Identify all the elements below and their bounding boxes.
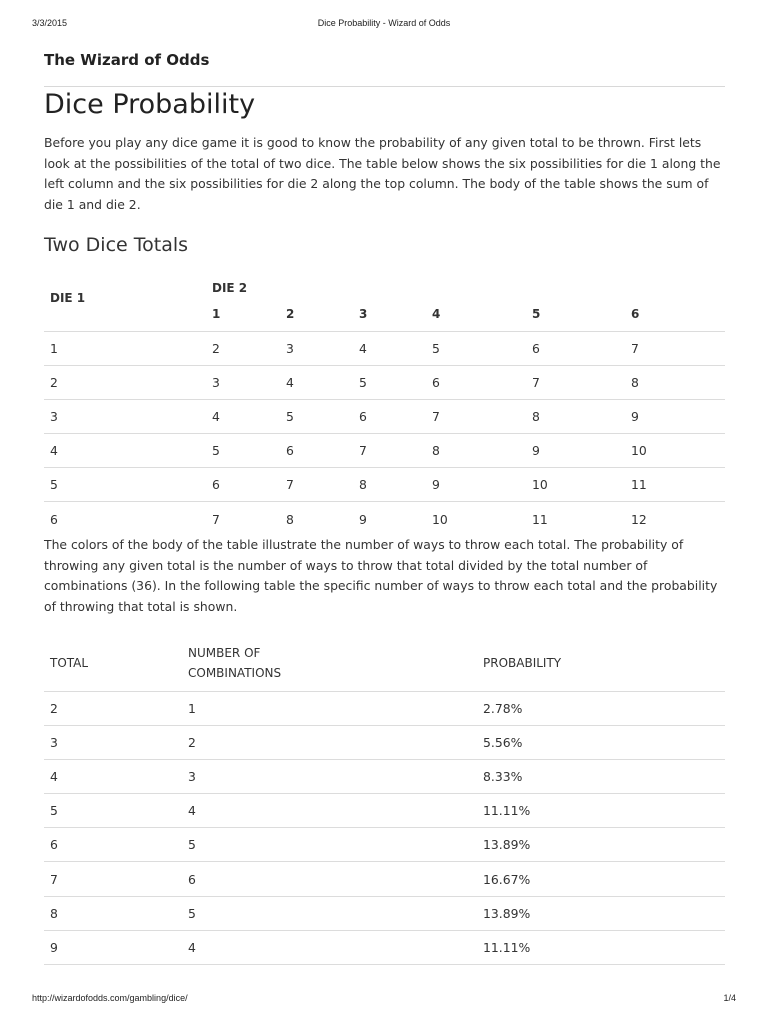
die2-value: 6 xyxy=(631,306,640,321)
intro-paragraph: Before you play any dice game it is good to know the probability of any given total to be thrown. First lets look at the possibilities of the total of two dice. The table below shows the six possibilities for die 1 along the left column and the six possibilities for die 2 along the top column. The body of the table shows the sum of die 1 and die 2. xyxy=(44,135,721,213)
combinations-cell: 3 xyxy=(182,759,477,793)
sum-cell: 7 xyxy=(625,331,725,365)
table-row xyxy=(44,331,725,365)
sum-cell: 9 xyxy=(625,399,725,433)
die1-value: 1 xyxy=(44,331,206,365)
sum-cell: 11 xyxy=(625,468,725,502)
sum-cell: 4 xyxy=(353,331,426,365)
sum-cell: 9 xyxy=(526,434,625,468)
sum-cell: 7 xyxy=(526,365,625,399)
table-row xyxy=(44,759,725,793)
die2-header: DIE 2 xyxy=(212,281,248,295)
page-title: Dice Probability xyxy=(44,89,256,120)
die2-value: 4 xyxy=(432,306,441,321)
total-cell: 3 xyxy=(44,725,182,759)
probability-cell: 16.67% xyxy=(477,862,725,896)
sum-cell: 10 xyxy=(426,502,526,536)
die2-value: 5 xyxy=(532,306,541,321)
probability-cell: 13.89% xyxy=(477,828,725,862)
probability-cell: 11.11% xyxy=(477,794,725,828)
sum-cell: 7 xyxy=(280,468,353,502)
sum-cell: 9 xyxy=(353,502,426,536)
sum-cell: 5 xyxy=(206,434,280,468)
die1-value: 5 xyxy=(44,468,206,502)
die1-value: 2 xyxy=(44,365,206,399)
die1-value: 4 xyxy=(44,434,206,468)
combinations-cell: 1 xyxy=(182,691,477,725)
total-cell: 4 xyxy=(44,759,182,793)
table-row xyxy=(44,725,725,759)
combinations-cell: 4 xyxy=(182,930,477,964)
die1-header: DIE 1 xyxy=(50,291,86,306)
table-row xyxy=(44,896,725,930)
site-title-link[interactable]: The Wizard of Odds xyxy=(44,51,210,69)
page-number: 1/4 xyxy=(723,993,736,1003)
die2-value: 1 xyxy=(212,306,221,321)
table-row xyxy=(44,399,725,433)
combinations-cell: 5 xyxy=(182,896,477,930)
sum-cell: 5 xyxy=(353,365,426,399)
total-cell: 2 xyxy=(44,691,182,725)
sum-cell: 8 xyxy=(353,468,426,502)
print-header xyxy=(32,18,736,32)
total-cell: 6 xyxy=(44,828,182,862)
table-row xyxy=(44,691,725,725)
die1-value: 6 xyxy=(44,502,206,536)
table-row xyxy=(44,502,725,536)
sum-cell: 8 xyxy=(426,434,526,468)
header-divider xyxy=(44,86,725,87)
table-row xyxy=(44,434,725,468)
sum-cell: 6 xyxy=(353,399,426,433)
print-date: 3/3/2015 xyxy=(32,18,68,28)
combinations-cell: 5 xyxy=(182,828,477,862)
probability-header-row xyxy=(44,636,725,691)
table-row xyxy=(44,365,725,399)
table-row xyxy=(44,862,725,896)
table-row xyxy=(44,828,725,862)
probability-cell: 2.78% xyxy=(477,691,725,725)
sum-cell: 7 xyxy=(353,434,426,468)
table-row xyxy=(44,468,725,502)
sum-cell: 4 xyxy=(206,399,280,433)
sum-cell: 5 xyxy=(426,331,526,365)
probability-cell: 13.89% xyxy=(477,896,725,930)
total-cell: 7 xyxy=(44,862,182,896)
combinations-header xyxy=(182,636,477,691)
print-url-link[interactable]: http://wizardofodds.com/gambling/dice/ xyxy=(32,993,188,1003)
total-header: TOTAL xyxy=(50,656,89,671)
section-title: Two Dice Totals xyxy=(44,234,189,256)
sum-cell: 9 xyxy=(426,468,526,502)
probability-cell: 5.56% xyxy=(477,725,725,759)
sum-cell: 8 xyxy=(280,502,353,536)
probability-header: PROBABILITY xyxy=(483,656,562,671)
die1-value: 3 xyxy=(44,399,206,433)
probability-cell: 11.11% xyxy=(477,930,725,964)
probability-cell: 8.33% xyxy=(477,759,725,793)
sum-cell: 8 xyxy=(526,399,625,433)
table-row xyxy=(44,794,725,828)
sum-cell: 2 xyxy=(206,331,280,365)
combinations-header-line1: NUMBER OF xyxy=(188,646,261,661)
sum-cell: 3 xyxy=(280,331,353,365)
sum-cell: 12 xyxy=(625,502,725,536)
sum-cell: 7 xyxy=(426,399,526,433)
sum-cell: 7 xyxy=(206,502,280,536)
die2-value: 3 xyxy=(359,306,368,321)
die2-value: 2 xyxy=(286,306,295,321)
sum-cell: 8 xyxy=(625,365,725,399)
combinations-cell: 2 xyxy=(182,725,477,759)
sum-cell: 10 xyxy=(526,468,625,502)
combinations-header-line2: COMBINATIONS xyxy=(188,666,282,681)
combinations-cell: 4 xyxy=(182,794,477,828)
sum-cell: 6 xyxy=(206,468,280,502)
sum-cell: 3 xyxy=(206,365,280,399)
total-cell: 9 xyxy=(44,930,182,964)
total-cell: 8 xyxy=(44,896,182,930)
sum-cell: 6 xyxy=(426,365,526,399)
print-doc-title: Dice Probability - Wizard of Odds xyxy=(317,18,451,28)
sum-cell: 6 xyxy=(280,434,353,468)
probability-table xyxy=(44,636,725,965)
sum-cell: 6 xyxy=(526,331,625,365)
two-dice-table xyxy=(44,266,725,536)
colors-paragraph: The colors of the body of the table illustrate the number of ways to throw each total. The probability of throwing any given total is the number of ways to throw that total divided by the total number of combinations (36). In the following table the specific number of ways to throw each total and the probability of throwing that total is shown. xyxy=(44,537,718,615)
combinations-cell: 6 xyxy=(182,862,477,896)
sum-cell: 11 xyxy=(526,502,625,536)
sum-cell: 10 xyxy=(625,434,725,468)
sum-cell: 5 xyxy=(280,399,353,433)
sum-cell: 4 xyxy=(280,365,353,399)
total-cell: 5 xyxy=(44,794,182,828)
print-footer xyxy=(32,993,736,1007)
table-row xyxy=(44,930,725,964)
